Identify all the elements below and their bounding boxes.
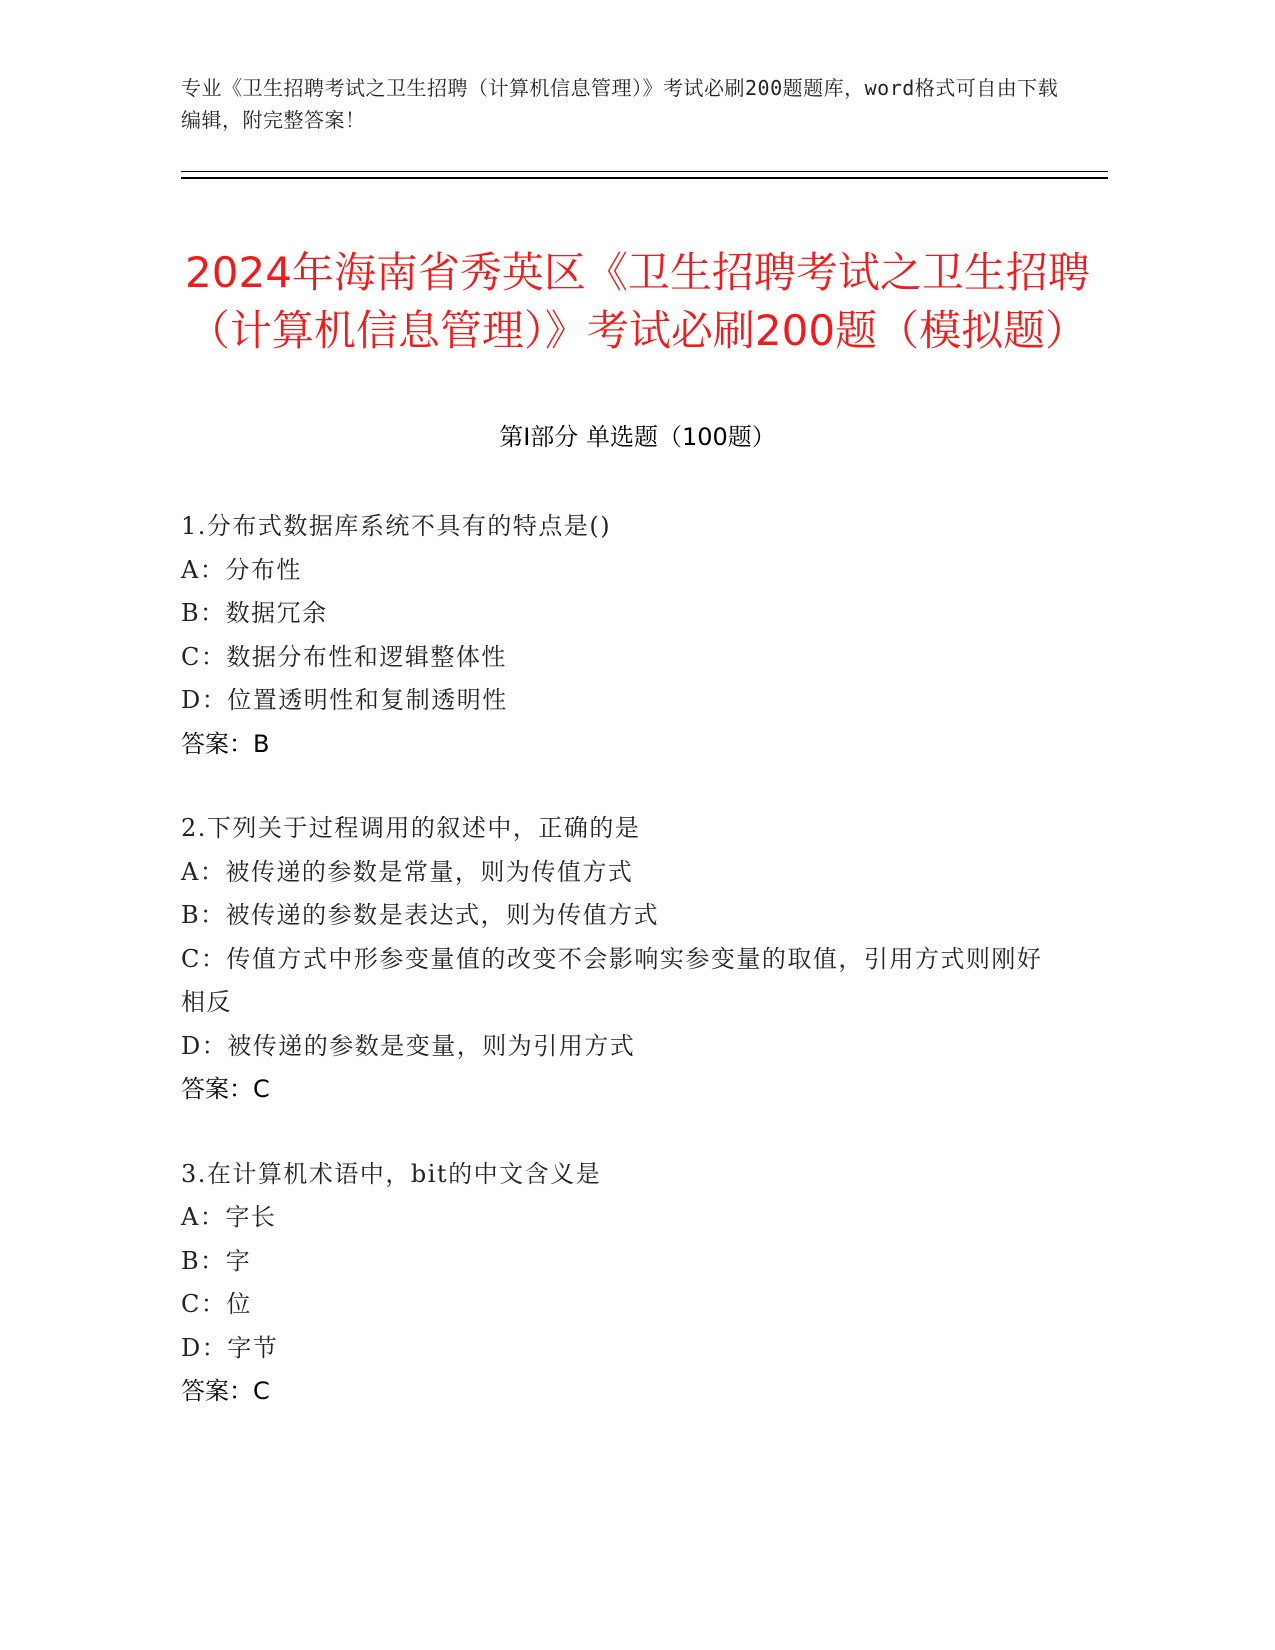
option-d: D：被传递的参数是变量，则为引用方式: [181, 1031, 636, 1060]
option-d: D：位置透明性和复制透明性: [181, 686, 508, 714]
option-b: B：数据冗余: [181, 599, 328, 627]
answer: 答案：C: [181, 1075, 270, 1103]
question-3: [181, 1153, 1061, 1414]
option-a: A：分布性: [181, 555, 302, 584]
header-divider-thick: [181, 177, 1108, 179]
answer: 答案：B: [181, 729, 270, 758]
question-list: [181, 505, 1061, 1455]
question-stem: 1.分布式数据库系统不具有的特点是(): [181, 512, 612, 540]
option-c: C：位: [181, 1290, 252, 1318]
answer: 答案：C: [181, 1377, 270, 1405]
option-a: A：字长: [181, 1203, 277, 1231]
question-1: [181, 505, 1061, 766]
option-c: C：数据分布性和逻辑整体性: [181, 642, 507, 671]
option-a: A：被传递的参数是常量，则为传值方式: [181, 857, 634, 886]
option-b: B：字: [181, 1246, 252, 1275]
option-b: B：被传递的参数是表达式，则为传值方式: [181, 901, 660, 929]
question-stem: 3.在计算机术语中，bit的中文含义是: [181, 1159, 602, 1188]
option-c: C：传值方式中形参变量值的改变不会影响实参变量的取值，引用方式则刚好相反: [181, 944, 1043, 1016]
option-d: D：字节: [181, 1333, 279, 1362]
header-note: 专业《卫生招聘考试之卫生招聘（计算机信息管理）》考试必刷200题题库，word格式可自由下载编辑，附完整答案！: [181, 76, 1059, 132]
document-title: 2024年海南省秀英区《卫生招聘考试之卫生招聘（计算机信息管理）》考试必刷200题（模拟题）: [185, 248, 1090, 356]
question-2: [181, 807, 1061, 1112]
section-heading: 第I部分 单选题（100题）: [499, 423, 776, 451]
header-divider-thin: [181, 171, 1108, 172]
question-stem: 2.下列关于过程调用的叙述中，正确的是: [181, 814, 641, 842]
